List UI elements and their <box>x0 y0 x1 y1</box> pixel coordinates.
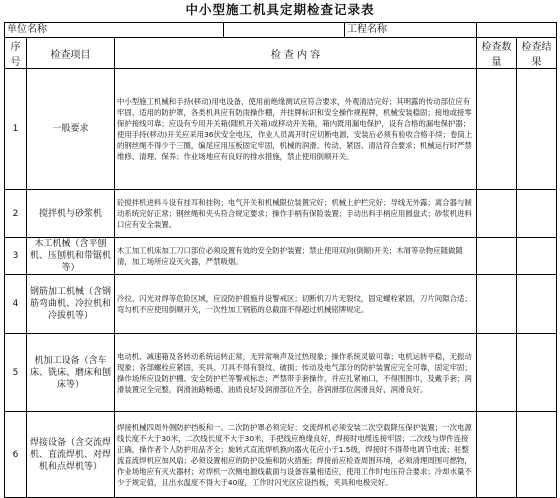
check-quantity-cell[interactable] <box>477 334 517 412</box>
row-number: 1 <box>5 69 27 190</box>
col-item-header: 检查项目 <box>27 38 115 69</box>
row-number: 6 <box>5 412 27 498</box>
check-result-cell[interactable] <box>517 334 557 412</box>
check-item: 焊接设备（含交流焊机、直流焊机、对焊机和点焊机等） <box>27 412 115 498</box>
unit-name-label: 单位名称 <box>5 23 224 37</box>
check-item: 钢筋加工机械（含钢筋弯曲机、冷拉机和冷拔机等） <box>27 275 115 334</box>
check-content: 砼搅拌机进料斗设有挂耳和挂钩；电气开关和机械限位装置完好；机械上护栏完好；导线无外露；离合器与制动系统完好正常；钢丝绳和夹头符合规定要求；操作手柄有保险装置；手动出料手柄应用圆盘式；砂浆机进料口应有安全装置。 <box>115 190 477 238</box>
check-item: 搅拌机与砂浆机 <box>27 190 115 238</box>
check-content: 焊接机械四周外侧防护挡板和一、二次防护罩必须完好；交流焊机必须安装二次空载降压保护装置；一次电源线长度不大于30米，二次线长度不大于30米，手把线应绝缘良好，焊接时电缆连接牢固；二次线与焊件连接正确，操作者个人防护用品齐全；旋转式直流焊机换向器火花应小于1.5级，焊接时不得带电调节电流；驻整流直流焊机应加风扇；必须设置相应的防护设施和防火措施；焊接前应检查周围环境，必须清理周围可燃物，作业场地应有灭火器材；对焊机一次侧电源线截面与设备容量相适应，使用工作时电压符合要求；冷却水量不少于规定值，且出水温度不得大于40度，工作时闪光区应设挡板，夹具和电极完好。 <box>115 412 477 498</box>
check-item: 机加工设备（含车床、铣床、磨床和刨床等） <box>27 334 115 412</box>
check-quantity-cell[interactable] <box>477 238 517 275</box>
table-row <box>5 69 557 190</box>
check-result-cell[interactable] <box>517 412 557 498</box>
check-item: 一般要求 <box>27 69 115 190</box>
col-no-header: 序号 <box>5 38 27 69</box>
project-name-value[interactable] <box>477 23 557 38</box>
table-row <box>5 190 557 238</box>
col-result-header: 检查结果 <box>517 38 557 69</box>
row-number: 3 <box>5 238 27 275</box>
header-row-columns <box>5 38 557 69</box>
check-result-cell[interactable] <box>517 275 557 334</box>
project-name-label: 工程名称 <box>344 23 476 37</box>
check-result-cell[interactable] <box>517 69 557 190</box>
check-quantity-cell[interactable] <box>477 412 517 498</box>
check-content: 冷拉、闪光对焊等危险区域，应设防护措施并设警戒区；切断机刀片无裂纹，固定螺栓紧固，刀片间隙合适；弯勾机不应使用倒顺开关，一次性加工钢筋的总截面不得超过机械铭牌规定。 <box>115 275 477 334</box>
row-number: 2 <box>5 190 27 238</box>
check-content: 电动机、减速箱及各转动系统运转正常，无异常响声及过热现象；操作系统灵敏可靠；电机运转平稳，无振动现象；各部螺栓应紧固，夹具、刀具不得有裂纹、破损；传动及电气部分的防护装置应完全可靠，固定牢固；操作场所应设防护棚、安全防护栏等警戒标志；严禁带手套操作，并应扎紧袖口，不得围围巾，及戴手套；润滑装置完全完整，润滑油路畅通、油质良好及润滑部位齐全，各润滑部位润滑良好，润滑良好。 <box>115 334 477 412</box>
check-result-cell[interactable] <box>517 190 557 238</box>
table-row <box>5 334 557 412</box>
check-quantity-cell[interactable] <box>477 69 517 190</box>
check-content: 木工加工机床加工刀口部位必须设置有效的安全防护装置；禁止使用双向(倒顺)开关；木屑等杂物应随做随清，加工场所应设灭火器，严禁吸烟。 <box>115 238 477 275</box>
table-row <box>5 238 557 275</box>
row-number: 5 <box>5 334 27 412</box>
row-number: 4 <box>5 275 27 334</box>
table-row <box>5 412 557 498</box>
col-qty-header: 检查数量 <box>477 38 517 69</box>
check-quantity-cell[interactable] <box>477 275 517 334</box>
check-quantity-cell[interactable] <box>477 190 517 238</box>
table-row <box>5 275 557 334</box>
check-content: 中小型施工机械和手持(移动)用电设备，使用前绝缘测试应符合要求，外观清洁完好；其明露的传动部位应有牢固、适用的防护罩，各类机具应有防雨操作棚，并挂牌标识和安全操作规程牌，机械安装稳固；接地或接零保护接线可靠；应设有专用开关箱(随机开关箱)或移动开关箱，箱内既用漏电保护，设有合格的漏电保护器；使用手持(移动)开关应采用36伏安全电压，作业人员离开时应切断电源，安装后必须有验收合格手续；卷筒上的钢丝绳不得少于三圈，编尾应用压板固定牢固，机械的润滑、传动、紧固、清洁符合要求；机械运行时严禁维修、清理、保养；作业场地应有良好的排水措施，禁止使用倒顺开关。 <box>115 69 477 190</box>
check-result-cell[interactable] <box>517 238 557 275</box>
header-row-unit <box>5 23 557 38</box>
inspection-table <box>4 22 557 498</box>
col-content-header: 检 查 内 容 <box>115 38 477 69</box>
check-item: 木工机械（含平刨机、压刨机和带锯机等） <box>27 238 115 275</box>
form-title: 中小型施工机具定期检查记录表 <box>185 2 375 17</box>
